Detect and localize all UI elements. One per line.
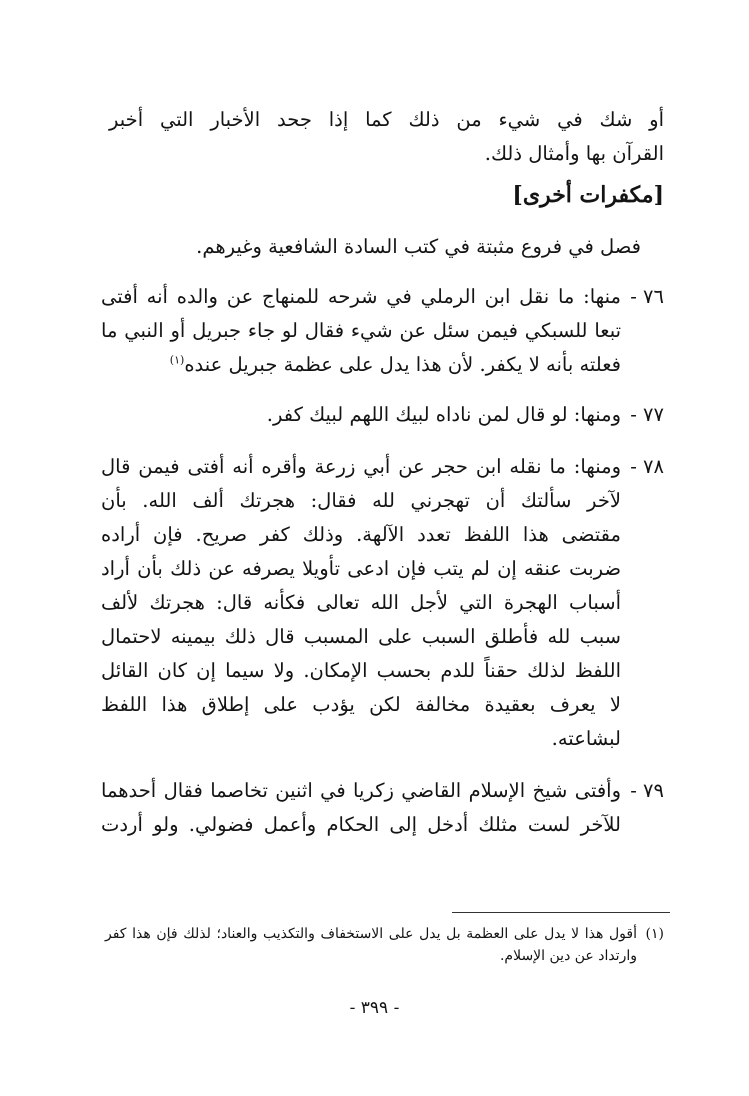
section-heading: [مكفرات أخرى]: [512, 182, 664, 208]
item-76-line-3: [170, 350, 621, 380]
footnote-marker: (١): [645, 926, 664, 942]
item-78-line-2: لآخر سألتك أن تهجرني لله فقال: هجرتك ألف الله. بأن: [101, 489, 621, 512]
item-78-line-1: ومنها: ما نقله ابن حجر عن أبي زرعة وأقره أنه أفتى فيمن قال: [101, 455, 621, 478]
footnote-line-1: أقول هذا لا يدل على العظمة بل يدل على الاستخفاف والتكذيب والعناد؛ لذلك فإن هذا كفر: [105, 926, 637, 942]
item-76-line-3-text: فعلته بأنه لا يكفر. لأن هذا يدل على عظمة جبريل عنده: [184, 353, 621, 376]
item-76-line-2: تبعا للسبكي فيمن سئل عن شيء فقال لو جاء جبريل أو النبي ما: [101, 319, 621, 342]
item-number: ٧٧ -: [630, 403, 664, 426]
intro-line-2: القرآن بها وأمثال ذلك.: [484, 142, 664, 165]
item-78-line-9: لبشاعته.: [551, 727, 621, 750]
section-intro: فصل في فروع مثبتة في كتب السادة الشافعية وغيرهم.: [196, 235, 641, 258]
item-number: ٧٨ -: [630, 455, 664, 478]
item-76-line-1: منها: ما نقل ابن الرملي في شرحه للمنهاج عن والده أنه أفتى: [101, 285, 621, 308]
footnote-ref: (١): [169, 353, 185, 367]
item-78-line-8: لا يعرف بعقيدة مخالفة لكن يؤدب على إطلاق هذا اللفظ: [101, 693, 621, 716]
item-77-line-1: ومنها: لو قال لمن ناداه لبيك اللهم لبيك كفر.: [266, 403, 621, 426]
intro-line-1: أو شك في شيء من ذلك كما إذا جحد الأخبار التي أخبر: [109, 108, 664, 131]
item-78-line-3: مقتضى هذا اللفظ تعدد الآلهة. وذلك كفر صريح. فإن أراده: [101, 523, 621, 546]
item-79-line-1: وأفتى شيخ الإسلام القاضي زكريا في اثنين تخاصما فقال أحدهما: [101, 779, 621, 802]
item-number: ٧٦ -: [630, 285, 664, 308]
footnote-line-2: وارتداد عن دين الإسلام.: [499, 948, 637, 964]
page-number: - ٣٩٩ -: [349, 998, 400, 1018]
item-number: ٧٩ -: [630, 779, 664, 802]
item-78-line-7: اللفظ لذلك حقناً للدم بحسب الإمكان. ولا سيما إن كان القائل: [101, 659, 621, 682]
item-78-line-4: ضربت عنقه إن لم يتب فإن ادعى تأويلا يصرفه عن ذلك بأن أراد: [101, 557, 621, 580]
item-78-line-5: أسباب الهجرة التي لأجل الله تعالى فكأنه قال: هجرتك لألف: [101, 591, 621, 614]
footnote-rule: [452, 912, 670, 913]
item-78-line-6: سبب لله فأطلق السبب على المسبب قال ذلك بيمينه لاحتمال: [101, 625, 621, 648]
item-79-line-2: للآخر لست مثلك أدخل إلى الحكام وأعمل فضولي. ولو أردت: [101, 813, 621, 836]
